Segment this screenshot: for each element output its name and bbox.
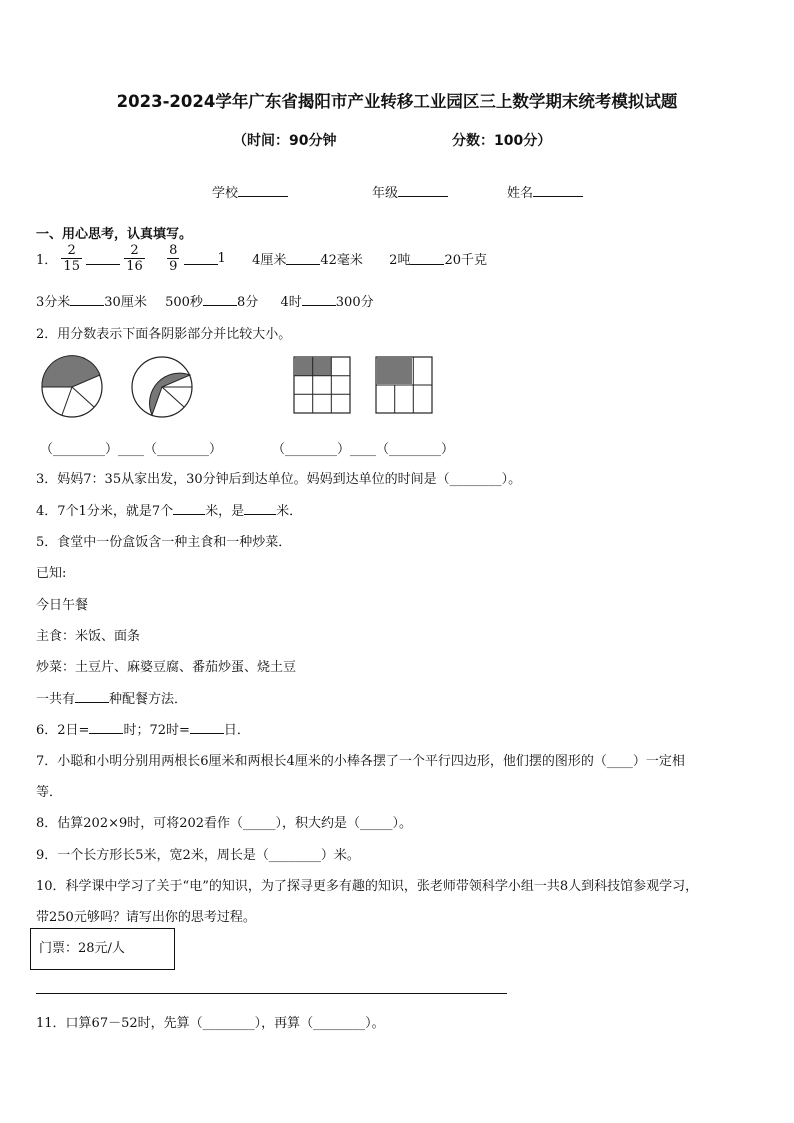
- grade-label: 年级: [372, 186, 399, 201]
- answer-blank[interactable]: [86, 252, 120, 265]
- school-field[interactable]: [212, 182, 288, 201]
- question-2: 2．用分数表示下面各阴影部分并比较大小。: [36, 327, 292, 342]
- grid-figure-2: [375, 356, 433, 414]
- question-3: 3．妈妈7：35从家出发，30分钟后到达单位。妈妈到达单位的时间是（________）。: [36, 472, 522, 487]
- question-1-row-2: 3分米 30厘米 500秒 8分 4时 300分: [36, 295, 374, 310]
- q5-known: 已知:: [36, 566, 67, 581]
- question-5: 5．食堂中一份盒饭含一种主食和一种炒菜．: [36, 535, 292, 550]
- answer-line[interactable]: [36, 993, 507, 994]
- school-label: 学校: [212, 186, 239, 201]
- question-7-cont: 等．: [36, 785, 63, 800]
- answer-blank[interactable]: [89, 721, 123, 734]
- answer-blank[interactable]: [203, 293, 237, 306]
- score-info: 分数：100分）: [452, 133, 552, 149]
- question-10: 10．科学课中学习了关于“电”的知识，为了探寻更多有趣的知识，张老师带领科学小组一共8人到科技馆参观学习，: [36, 879, 699, 894]
- q5-question: 一共有 种配餐方法．: [36, 692, 188, 707]
- answer-blank[interactable]: [286, 252, 320, 265]
- question-4: 4．7个1分米，就是7个 米，是 米．: [36, 504, 303, 519]
- question-8: 8．估算202×9时，可将202看作（_____），积大约是（_____）。: [36, 816, 413, 831]
- time-info: （时间：90分钟: [233, 133, 337, 149]
- answer-blank[interactable]: [75, 690, 109, 703]
- name-blank[interactable]: [533, 184, 583, 197]
- name-label: 姓名: [507, 186, 534, 201]
- question-7: 7．小聪和小明分别用两根长6厘米和两根长4厘米的小棒各摆了一个平行四边形，他们摆的图形的（____）一定相: [36, 754, 685, 769]
- section-heading: 一、用心思考，认真填写。: [36, 227, 193, 242]
- q5-menu-title: 今日午餐: [36, 598, 89, 613]
- name-field[interactable]: [507, 182, 583, 201]
- fraction: $\frac{2}{16}$: [126, 243, 143, 274]
- q2-answer-blanks-left[interactable]: （________）____（________）: [40, 442, 223, 457]
- question-9: 9．一个长方形长5米，宽2米，周长是（________）米。: [36, 848, 360, 863]
- fraction: $\frac{8}{9}$: [169, 243, 178, 274]
- pie-figure-1: [40, 355, 104, 419]
- question-11: 11．口算67－52时，先算（________），再算（________）。: [36, 1016, 385, 1031]
- question-number: 1．: [36, 253, 58, 268]
- fraction: $\frac{2}{15}$: [63, 243, 80, 274]
- answer-blank[interactable]: [410, 252, 444, 265]
- grid-figure-1: [293, 356, 351, 414]
- ticket-price-box: 门票：28元/人: [30, 928, 175, 970]
- q5-dishes: 炒菜：土豆片、麻婆豆腐、番茄炒蛋、烧土豆: [36, 660, 297, 675]
- page-title: 2023-2024学年广东省揭阳市产业转移工业园区三上数学期末统考模拟试题: [116, 92, 678, 111]
- q2-answer-blanks-right[interactable]: （________）____（________）: [272, 442, 455, 457]
- q5-staple: 主食：米饭、面条: [36, 629, 141, 644]
- pie-figure-2: [130, 355, 194, 419]
- answer-blank[interactable]: [173, 502, 205, 515]
- answer-blank[interactable]: [190, 721, 224, 734]
- answer-blank[interactable]: [184, 252, 218, 265]
- school-blank[interactable]: [238, 184, 288, 197]
- grade-blank[interactable]: [398, 184, 448, 197]
- answer-blank[interactable]: [244, 502, 276, 515]
- answer-blank[interactable]: [302, 293, 336, 306]
- question-1-row-1: 1． $\frac{2}{15}$ $\frac{2}{16}$ $\frac{8}{9}$ 1 4厘米 42毫米 2吨 20千克: [36, 243, 487, 274]
- question-10-cont: 带250元够吗？请写出你的思考过程。: [36, 910, 256, 925]
- grade-field[interactable]: [372, 182, 448, 201]
- answer-blank[interactable]: [70, 293, 104, 306]
- question-6: 6．2日= 时；72时= 日．: [36, 723, 250, 738]
